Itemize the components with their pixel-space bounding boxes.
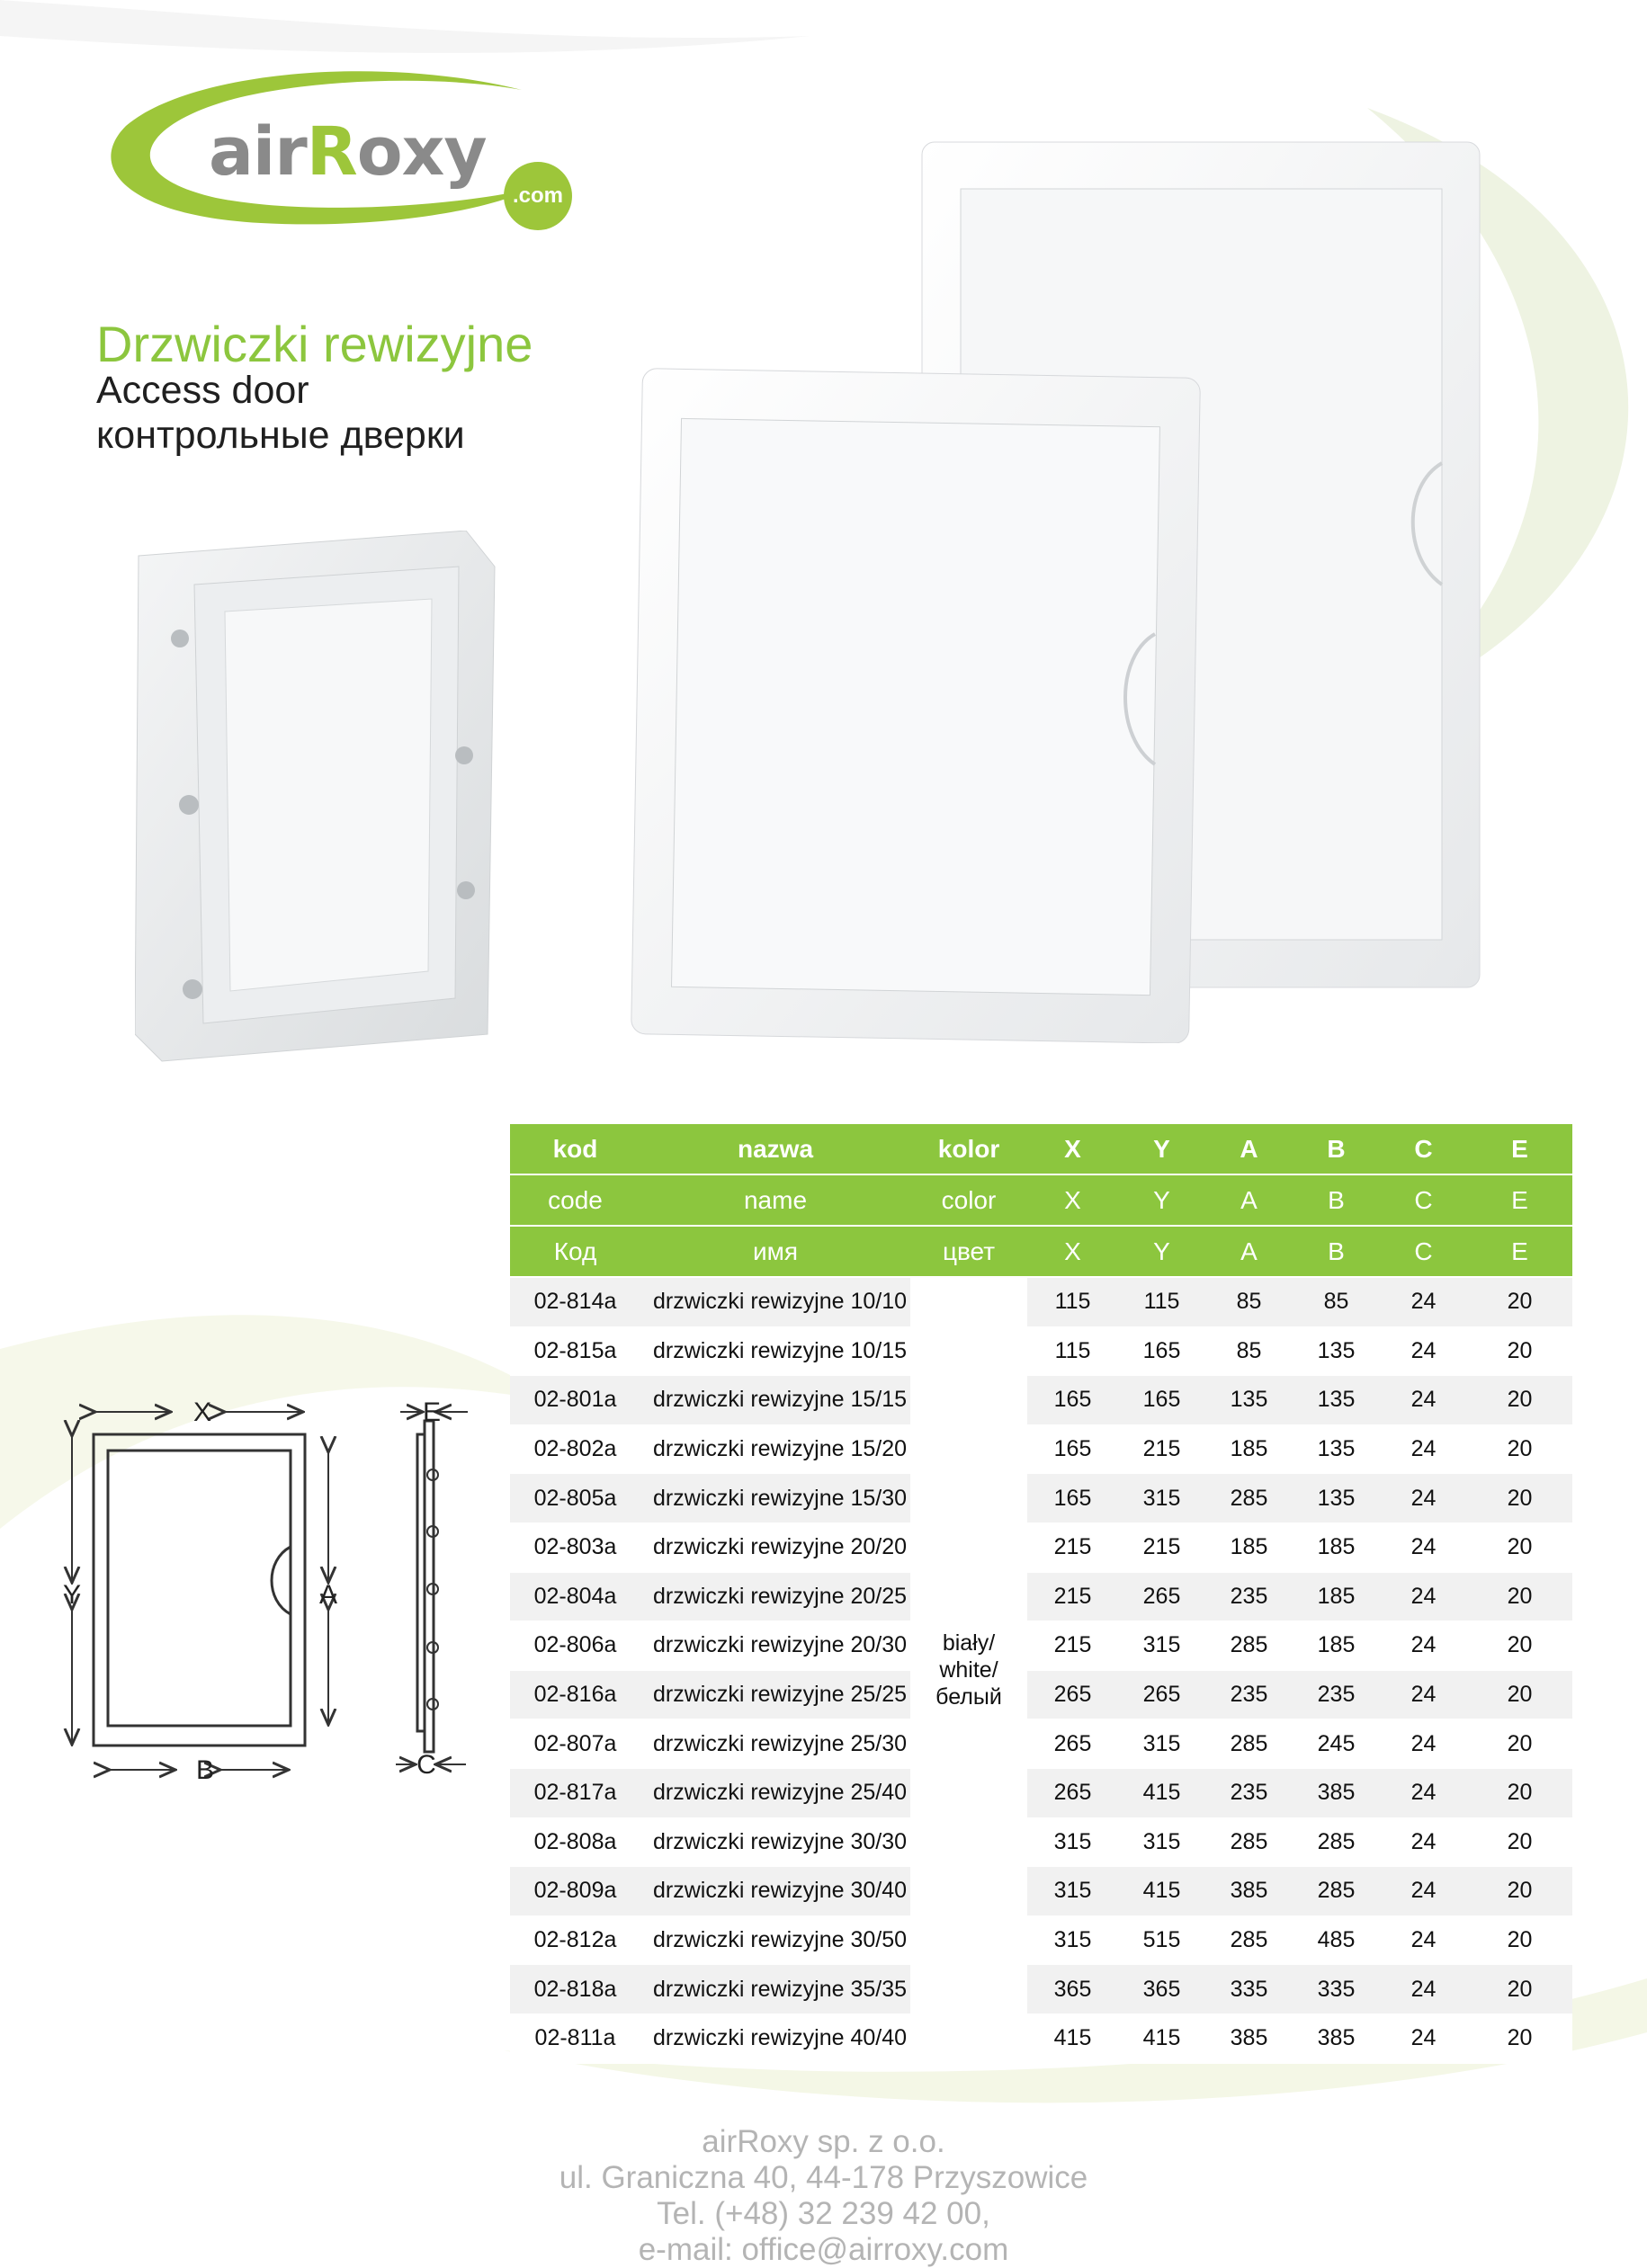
cell-name: drzwiczki rewizyjne 20/25 — [640, 1572, 910, 1621]
table-row — [510, 1522, 1572, 1572]
cell-b: 285 — [1293, 1867, 1380, 1916]
cell-x: 115 — [1027, 1326, 1118, 1376]
cell-name: drzwiczki rewizyjne 30/40 — [640, 1867, 910, 1916]
color-line: white/ — [939, 1657, 998, 1683]
cell-b: 135 — [1293, 1424, 1380, 1474]
cell-kod: 02-803a — [510, 1522, 640, 1572]
cell-y: 165 — [1118, 1376, 1205, 1425]
logo-r: R — [306, 113, 357, 191]
cell-x: 165 — [1027, 1376, 1118, 1425]
table-row — [510, 2014, 1572, 2063]
table-row — [510, 1867, 1572, 1916]
color-line: белый — [935, 1684, 1002, 1710]
cell-e: 20 — [1467, 1326, 1572, 1376]
header-kod: kod — [510, 1124, 640, 1174]
header-x: X — [1027, 1226, 1118, 1277]
cell-c: 24 — [1380, 1424, 1467, 1474]
cell-a: 285 — [1205, 1719, 1293, 1769]
cell-b: 235 — [1293, 1670, 1380, 1719]
cell-e: 20 — [1467, 1277, 1572, 1326]
cell-a: 235 — [1205, 1768, 1293, 1817]
cell-e: 20 — [1467, 1915, 1572, 1965]
header-a: A — [1205, 1174, 1293, 1226]
cell-name: drzwiczki rewizyjne 20/20 — [640, 1522, 910, 1572]
cell-y: 415 — [1118, 1768, 1205, 1817]
header-c: C — [1380, 1124, 1467, 1174]
cell-c: 24 — [1380, 1915, 1467, 1965]
table-header-row-english — [510, 1174, 1572, 1226]
cell-kod: 02-807a — [510, 1719, 640, 1769]
cell-x: 215 — [1027, 1572, 1118, 1621]
cell-e: 20 — [1467, 2014, 1572, 2063]
cell-y: 315 — [1118, 1719, 1205, 1769]
header-name: name — [640, 1174, 910, 1226]
table-row — [510, 1915, 1572, 1965]
cell-name: drzwiczki rewizyjne 15/15 — [640, 1376, 910, 1425]
cell-name: drzwiczki rewizyjne 20/30 — [640, 1621, 910, 1671]
cell-y: 515 — [1118, 1915, 1205, 1965]
cell-color — [910, 1277, 1027, 2063]
header-a: A — [1205, 1226, 1293, 1277]
cell-a: 235 — [1205, 1670, 1293, 1719]
cell-kod: 02-802a — [510, 1424, 640, 1474]
specification-table — [510, 1124, 1572, 2064]
cell-name: drzwiczki rewizyjne 25/30 — [640, 1719, 910, 1769]
logo-air: air — [209, 113, 307, 191]
header-code: code — [510, 1174, 640, 1226]
access-door-frame-photo — [135, 531, 513, 1070]
cell-a: 185 — [1205, 1522, 1293, 1572]
cell-e: 20 — [1467, 1572, 1572, 1621]
cell-y: 365 — [1118, 1965, 1205, 2014]
cell-x: 315 — [1027, 1867, 1118, 1916]
cell-kod: 02-801a — [510, 1376, 640, 1425]
technical-drawing — [54, 1385, 522, 1799]
cell-name: drzwiczki rewizyjne 15/20 — [640, 1424, 910, 1474]
table-row — [510, 1965, 1572, 2014]
header-kolor: kolor — [910, 1124, 1027, 1174]
cell-y: 215 — [1118, 1522, 1205, 1572]
cell-kod: 02-815a — [510, 1326, 640, 1376]
cell-c: 24 — [1380, 1670, 1467, 1719]
table-row — [510, 1326, 1572, 1376]
cell-e: 20 — [1467, 1376, 1572, 1425]
cell-b: 385 — [1293, 2014, 1380, 2063]
table-row — [510, 1719, 1572, 1769]
header-x: X — [1027, 1124, 1118, 1174]
cell-b: 385 — [1293, 1768, 1380, 1817]
header-x: X — [1027, 1174, 1118, 1226]
airroxy-logo — [108, 63, 585, 243]
header-e: E — [1467, 1124, 1572, 1174]
cell-e: 20 — [1467, 1817, 1572, 1867]
cell-b: 135 — [1293, 1474, 1380, 1523]
cell-y: 215 — [1118, 1424, 1205, 1474]
dimension-a-label: A — [318, 1580, 338, 1610]
cell-c: 24 — [1380, 2014, 1467, 2063]
cell-c: 24 — [1380, 1277, 1467, 1326]
access-door-photo — [630, 135, 1493, 1043]
cell-a: 385 — [1205, 1867, 1293, 1916]
cell-c: 24 — [1380, 1867, 1467, 1916]
table-header-row-russian — [510, 1226, 1572, 1277]
dimension-c-label: C — [416, 1750, 436, 1780]
dimension-b-label: B — [195, 1755, 215, 1785]
cell-x: 315 — [1027, 1915, 1118, 1965]
cell-b: 335 — [1293, 1965, 1380, 2014]
cell-name: drzwiczki rewizyjne 15/30 — [640, 1474, 910, 1523]
table-row — [510, 1817, 1572, 1867]
header-b: B — [1293, 1124, 1380, 1174]
cell-b: 185 — [1293, 1621, 1380, 1671]
table-header-row-polish — [510, 1124, 1572, 1174]
header-color: color — [910, 1174, 1027, 1226]
cell-a: 285 — [1205, 1474, 1293, 1523]
cell-a: 285 — [1205, 1817, 1293, 1867]
cell-b: 185 — [1293, 1572, 1380, 1621]
cell-kod: 02-804a — [510, 1572, 640, 1621]
cell-e: 20 — [1467, 1424, 1572, 1474]
cell-name: drzwiczki rewizyjne 30/50 — [640, 1915, 910, 1965]
cell-y: 315 — [1118, 1474, 1205, 1523]
cell-kod: 02-814a — [510, 1277, 640, 1326]
table-row — [510, 1768, 1572, 1817]
header-nazwa: nazwa — [640, 1124, 910, 1174]
footer-address: ul. Graniczna 40, 44-178 Przyszowice — [559, 2160, 1088, 2195]
cell-b: 85 — [1293, 1277, 1380, 1326]
table-row — [510, 1670, 1572, 1719]
title-polish: Drzwiczki rewizyjne — [96, 316, 533, 372]
cell-a: 185 — [1205, 1424, 1293, 1474]
cell-x: 165 — [1027, 1424, 1118, 1474]
dimension-e-label: E — [422, 1397, 442, 1427]
cell-y: 265 — [1118, 1572, 1205, 1621]
cell-e: 20 — [1467, 1719, 1572, 1769]
cell-c: 24 — [1380, 1621, 1467, 1671]
header-e: E — [1467, 1226, 1572, 1277]
cell-y: 115 — [1118, 1277, 1205, 1326]
cell-y: 415 — [1118, 2014, 1205, 2063]
cell-y: 315 — [1118, 1621, 1205, 1671]
cell-kod: 02-806a — [510, 1621, 640, 1671]
header-b: B — [1293, 1174, 1380, 1226]
cell-name: drzwiczki rewizyjne 40/40 — [640, 2014, 910, 2063]
cell-x: 315 — [1027, 1817, 1118, 1867]
cell-e: 20 — [1467, 1867, 1572, 1916]
cell-kod: 02-805a — [510, 1474, 640, 1523]
cell-e: 20 — [1467, 1474, 1572, 1523]
cell-kod: 02-809a — [510, 1867, 640, 1916]
cell-b: 135 — [1293, 1326, 1380, 1376]
logo-oxy: oxy — [356, 113, 487, 191]
cell-y: 165 — [1118, 1326, 1205, 1376]
cell-y: 415 — [1118, 1867, 1205, 1916]
cell-b: 185 — [1293, 1522, 1380, 1572]
header-e: E — [1467, 1174, 1572, 1226]
cell-x: 165 — [1027, 1474, 1118, 1523]
cell-x: 265 — [1027, 1670, 1118, 1719]
table-row — [510, 1424, 1572, 1474]
cell-c: 24 — [1380, 1768, 1467, 1817]
cell-name: drzwiczki rewizyjne 25/40 — [640, 1768, 910, 1817]
cell-x: 265 — [1027, 1768, 1118, 1817]
cell-a: 335 — [1205, 1965, 1293, 2014]
table-row — [510, 1277, 1572, 1326]
footer-email: e-mail: office@airroxy.com — [638, 2232, 1009, 2267]
header-b: B — [1293, 1226, 1380, 1277]
header-kod-ru: Код — [510, 1226, 640, 1277]
header-color-ru: цвет — [910, 1226, 1027, 1277]
cell-x: 265 — [1027, 1719, 1118, 1769]
side-view — [417, 1421, 438, 1752]
cell-c: 24 — [1380, 1326, 1467, 1376]
cell-kod: 02-818a — [510, 1965, 640, 2014]
cell-e: 20 — [1467, 1670, 1572, 1719]
cell-b: 285 — [1293, 1817, 1380, 1867]
title-english: Access door — [96, 369, 309, 412]
cell-b: 485 — [1293, 1915, 1380, 1965]
cell-c: 24 — [1380, 1965, 1467, 2014]
cell-c: 24 — [1380, 1474, 1467, 1523]
color-line: biały/ — [942, 1630, 996, 1656]
header-y: Y — [1118, 1124, 1205, 1174]
logo-com-badge: .com — [504, 162, 572, 230]
cell-name: drzwiczki rewizyjne 10/10 — [640, 1277, 910, 1326]
cell-c: 24 — [1380, 1522, 1467, 1572]
cell-c: 24 — [1380, 1572, 1467, 1621]
cell-c: 24 — [1380, 1817, 1467, 1867]
cell-a: 85 — [1205, 1326, 1293, 1376]
dimension-x-label: X — [192, 1397, 212, 1427]
cell-name: drzwiczki rewizyjne 30/30 — [640, 1817, 910, 1867]
footer-contact — [0, 2124, 1647, 2268]
cell-a: 385 — [1205, 2014, 1293, 2063]
cell-b: 135 — [1293, 1376, 1380, 1425]
cell-c: 24 — [1380, 1719, 1467, 1769]
cell-b: 245 — [1293, 1719, 1380, 1769]
footer-phone: Tel. (+48) 32 239 42 00, — [657, 2196, 990, 2231]
cell-x: 215 — [1027, 1522, 1118, 1572]
table-row — [510, 1474, 1572, 1523]
cell-name: drzwiczki rewizyjne 35/35 — [640, 1965, 910, 2014]
header-c: C — [1380, 1226, 1467, 1277]
cell-kod: 02-816a — [510, 1670, 640, 1719]
table-row — [510, 1376, 1572, 1425]
cell-name: drzwiczki rewizyjne 10/15 — [640, 1326, 910, 1376]
cell-kod: 02-811a — [510, 2014, 640, 2063]
cell-kod: 02-812a — [510, 1915, 640, 1965]
cell-name: drzwiczki rewizyjne 25/25 — [640, 1670, 910, 1719]
cell-x: 215 — [1027, 1621, 1118, 1671]
header-y: Y — [1118, 1226, 1205, 1277]
cell-e: 20 — [1467, 1965, 1572, 2014]
footer-company: airRoxy sp. z o.o. — [702, 2124, 945, 2159]
cell-y: 315 — [1118, 1817, 1205, 1867]
header-y: Y — [1118, 1174, 1205, 1226]
cell-y: 265 — [1118, 1670, 1205, 1719]
cell-a: 285 — [1205, 1915, 1293, 1965]
front-view — [94, 1434, 305, 1746]
cell-e: 20 — [1467, 1522, 1572, 1572]
cell-e: 20 — [1467, 1768, 1572, 1817]
header-c: C — [1380, 1174, 1467, 1226]
cell-kod: 02-817a — [510, 1768, 640, 1817]
cell-x: 365 — [1027, 1965, 1118, 2014]
cell-x: 415 — [1027, 2014, 1118, 2063]
title-russian: контрольные дверки — [96, 414, 465, 457]
header-a: A — [1205, 1124, 1293, 1174]
header-name-ru: имя — [640, 1226, 910, 1277]
table-row — [510, 1621, 1572, 1671]
cell-c: 24 — [1380, 1376, 1467, 1425]
cell-x: 115 — [1027, 1277, 1118, 1326]
cell-a: 85 — [1205, 1277, 1293, 1326]
dimension-y-label: Y — [62, 1580, 82, 1610]
cell-e: 20 — [1467, 1621, 1572, 1671]
cell-a: 135 — [1205, 1376, 1293, 1425]
cell-a: 235 — [1205, 1572, 1293, 1621]
table-row — [510, 1572, 1572, 1621]
table-body — [510, 1277, 1572, 2063]
cell-a: 285 — [1205, 1621, 1293, 1671]
cell-kod: 02-808a — [510, 1817, 640, 1867]
